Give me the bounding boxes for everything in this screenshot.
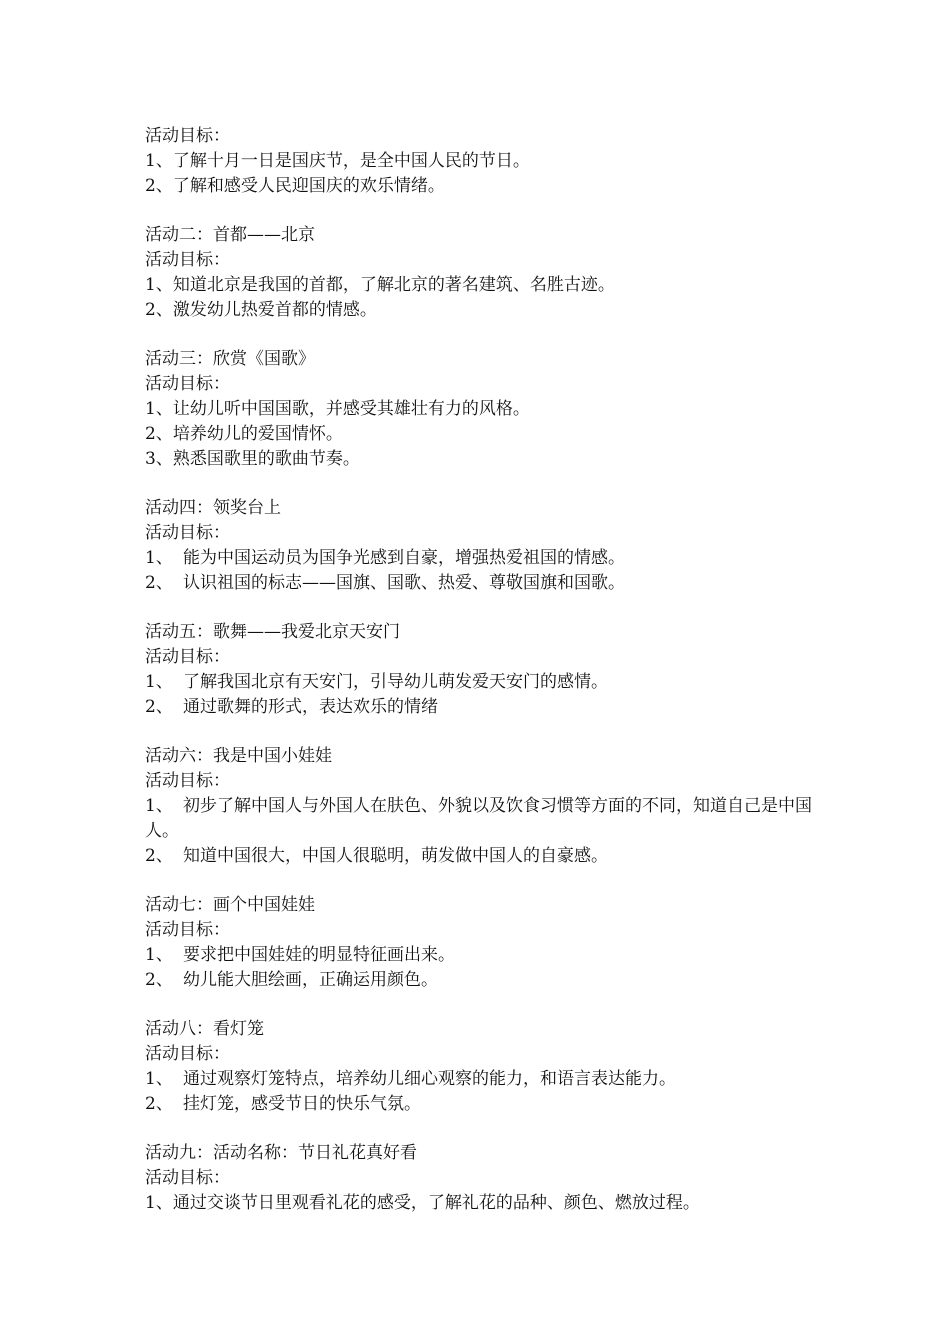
- item-text: 能为中国运动员为国争光感到自豪，增强热爱祖国的情感。: [183, 548, 625, 568]
- activity-section: [145, 124, 825, 199]
- item-text: 挂灯笼，感受节日的快乐气氛。: [183, 1094, 421, 1114]
- item-text: 激发幼儿热爱首都的情感。: [172, 300, 377, 320]
- item-number: 2、: [145, 424, 173, 444]
- activity-title: 活动五：歌舞——我爱北京天安门: [145, 622, 400, 642]
- goal-label: 活动目标：: [145, 126, 230, 146]
- item-number: 2、: [145, 970, 173, 990]
- goal-item: [145, 149, 825, 174]
- item-text: 初步了解中国人与外国人在肤色、外貌以及饮食习惯等方面的不同，知道自己是中国人。: [145, 796, 812, 841]
- item-number: 1、: [145, 275, 173, 295]
- item-number: 2、: [145, 1094, 173, 1114]
- item-number: 1、: [145, 796, 173, 816]
- item-text: 了解我国北京有天安门，引导幼儿萌发爱天安门的感情。: [183, 672, 608, 692]
- item-number: 1、: [145, 1069, 173, 1089]
- activity-section: [145, 744, 825, 869]
- item-text: 通过观察灯笼特点，培养幼儿细心观察的能力，和语言表达能力。: [183, 1069, 676, 1089]
- goal-item: [145, 422, 825, 447]
- goal-item: [145, 968, 825, 993]
- activity-title: 活动七：画个中国娃娃: [145, 895, 315, 915]
- activity-section: [145, 1017, 825, 1117]
- item-text: 知道中国很大，中国人很聪明，萌发做中国人的自豪感。: [183, 846, 608, 866]
- activity-title: 活动四：领奖台上: [145, 498, 281, 518]
- document-page: [145, 124, 825, 1216]
- goal-item: [145, 298, 825, 323]
- item-number: 3、: [145, 449, 173, 469]
- activity-title: 活动六：我是中国小娃娃: [145, 746, 332, 766]
- activity-section: [145, 620, 825, 720]
- goal-item: [145, 670, 825, 695]
- item-text: 知道北京是我国的首都，了解北京的著名建筑、名胜古迹。: [172, 275, 615, 295]
- goal-label: 活动目标：: [145, 374, 230, 394]
- item-number: 2、: [145, 697, 173, 717]
- goal-item: [145, 794, 815, 844]
- activity-section: [145, 347, 825, 472]
- item-text: 让幼儿听中国国歌，并感受其雄壮有力的风格。: [172, 399, 530, 419]
- activity-section: [145, 496, 825, 596]
- activity-section: [145, 223, 825, 323]
- goal-label: 活动目标：: [145, 523, 230, 543]
- item-number: 1、: [145, 151, 173, 171]
- item-text: 了解和感受人民迎国庆的欢乐情绪。: [172, 176, 445, 196]
- item-text: 熟悉国歌里的歌曲节奏。: [172, 449, 360, 469]
- goal-label: 活动目标：: [145, 920, 230, 940]
- activity-title: 活动三：欣赏《国歌》: [145, 349, 315, 369]
- activity-title: 活动二：首都——北京: [145, 225, 315, 245]
- goal-item: [145, 397, 825, 422]
- item-number: 1、: [145, 1193, 173, 1213]
- activity-title: 活动八：看灯笼: [145, 1019, 264, 1039]
- goal-label: 活动目标：: [145, 771, 230, 791]
- goal-item: [145, 1191, 825, 1216]
- goal-item: [145, 943, 825, 968]
- activity-section: [145, 1141, 825, 1216]
- activity-title: 活动九：活动名称：节日礼花真好看: [145, 1143, 417, 1163]
- item-text: 幼儿能大胆绘画，正确运用颜色。: [183, 970, 438, 990]
- goal-item: [145, 1092, 825, 1117]
- item-text: 通过歌舞的形式，表达欢乐的情绪: [183, 697, 438, 717]
- goal-item: [145, 174, 825, 199]
- goal-item: [145, 695, 825, 720]
- item-number: 1、: [145, 548, 173, 568]
- goal-label: 活动目标：: [145, 1044, 230, 1064]
- item-number: 2、: [145, 846, 173, 866]
- item-text: 培养幼儿的爱国情怀。: [172, 424, 343, 444]
- goal-item: [145, 571, 825, 596]
- goal-item: [145, 844, 825, 869]
- goal-label: 活动目标：: [145, 647, 230, 667]
- activity-section: [145, 893, 825, 993]
- item-number: 1、: [145, 945, 173, 965]
- goal-label: 活动目标：: [145, 250, 230, 270]
- goal-item: [145, 1067, 825, 1092]
- item-text: 通过交谈节日里观看礼花的感受，了解礼花的品种、颜色、燃放过程。: [172, 1193, 700, 1213]
- item-number: 1、: [145, 672, 173, 692]
- goal-item: [145, 447, 825, 472]
- item-text: 要求把中国娃娃的明显特征画出来。: [183, 945, 455, 965]
- item-number: 2、: [145, 573, 173, 593]
- goal-item: [145, 273, 825, 298]
- goal-item: [145, 546, 825, 571]
- item-number: 2、: [145, 300, 173, 320]
- goal-label: 活动目标：: [145, 1168, 230, 1188]
- item-number: 1、: [145, 399, 173, 419]
- item-text: 了解十月一日是国庆节，是全中国人民的节日。: [172, 151, 530, 171]
- item-text: 认识祖国的标志——国旗、国歌、热爱、尊敬国旗和国歌。: [183, 573, 625, 593]
- item-number: 2、: [145, 176, 173, 196]
